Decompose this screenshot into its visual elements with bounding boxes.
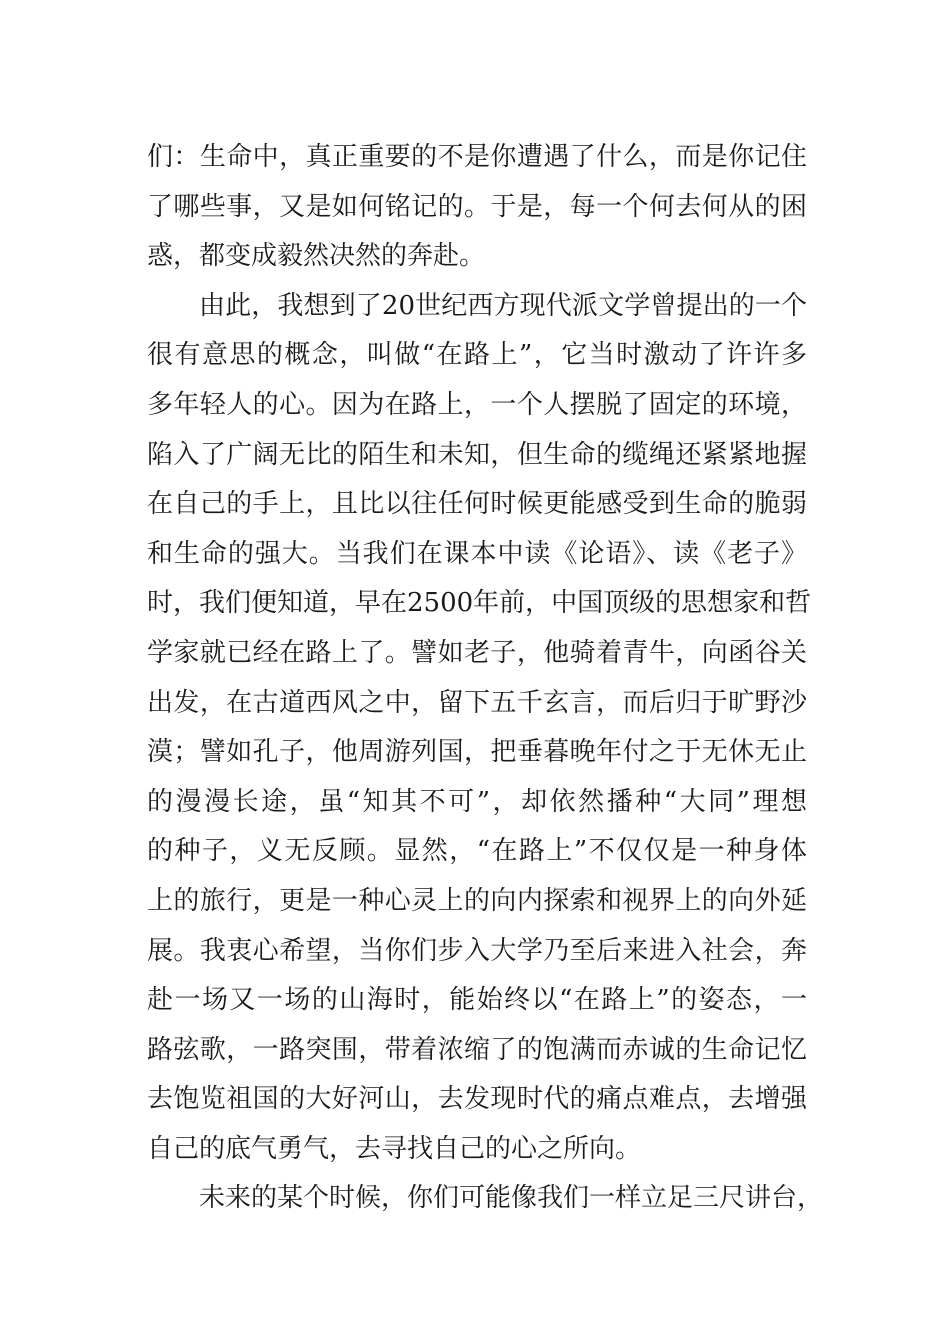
text-line: 惑，都变成毅然决然的奔赴。 xyxy=(147,241,486,272)
text-line: 漠；譬如孔子，他周游列国，把垂暮晚年付之于无休无止 xyxy=(147,737,807,768)
text-line: 自己的底气勇气，去寻找自己的心之所向。 xyxy=(147,1133,642,1164)
text-line: 陷入了广阔无比的陌生和未知，但生命的缆绳还紧紧地握 xyxy=(147,439,807,470)
text-line: 去饱览祖国的大好河山，去发现时代的痛点难点，去增强 xyxy=(147,1084,807,1115)
text-line: 时，我们便知道，早在2500年前，中国顶级的思想家和哲 xyxy=(147,588,812,619)
text-line: 多年轻人的心。因为在路上，一个人摆脱了固定的环境， xyxy=(147,389,807,420)
text-line: 学家就已经在路上了。譬如老子，他骑着青牛，向函谷关 xyxy=(147,637,807,668)
text-line: 路弦歌，一路突围，带着浓缩了的饱满而赤诚的生命记忆 xyxy=(147,1034,807,1065)
text-line: 展。我衷心希望，当你们步入大学乃至后来进入社会，奔 xyxy=(147,935,807,966)
text-line: 的漫漫长途，虽“知其不可”，却依然播种“大同”理想 xyxy=(147,786,807,817)
text-line: 上的旅行，更是一种心灵上的向内探索和视界上的向外延 xyxy=(147,885,807,916)
text-line: 很有意思的概念，叫做“在路上”，它当时激动了许许多 xyxy=(147,340,807,371)
text-line: 未来的某个时候，你们可能像我们一样立足三尺讲台， xyxy=(199,1183,824,1214)
text-line: 赴一场又一场的山海时，能始终以“在路上”的姿态，一 xyxy=(147,985,807,1016)
text-line: 的种子，义无反顾。显然，“在路上”不仅仅是一种身体 xyxy=(147,836,807,867)
text-line: 在自己的手上，且比以往任何时候更能感受到生命的脆弱 xyxy=(147,489,807,520)
body-text xyxy=(147,133,824,1224)
text-line: 出发，在古道西风之中，留下五千玄言，而后归于旷野沙 xyxy=(147,687,807,718)
text-line: 由此，我想到了20世纪西方现代派文学曾提出的一个 xyxy=(199,290,807,321)
text-line: 了哪些事，又是如何铭记的。于是，每一个何去何从的困 xyxy=(147,191,807,222)
text-line: 们：生命中，真正重要的不是你遭遇了什么，而是你记住 xyxy=(147,142,807,172)
text-line: 和生命的强大。当我们在课本中读《论语》、读《老子》 xyxy=(147,538,807,569)
